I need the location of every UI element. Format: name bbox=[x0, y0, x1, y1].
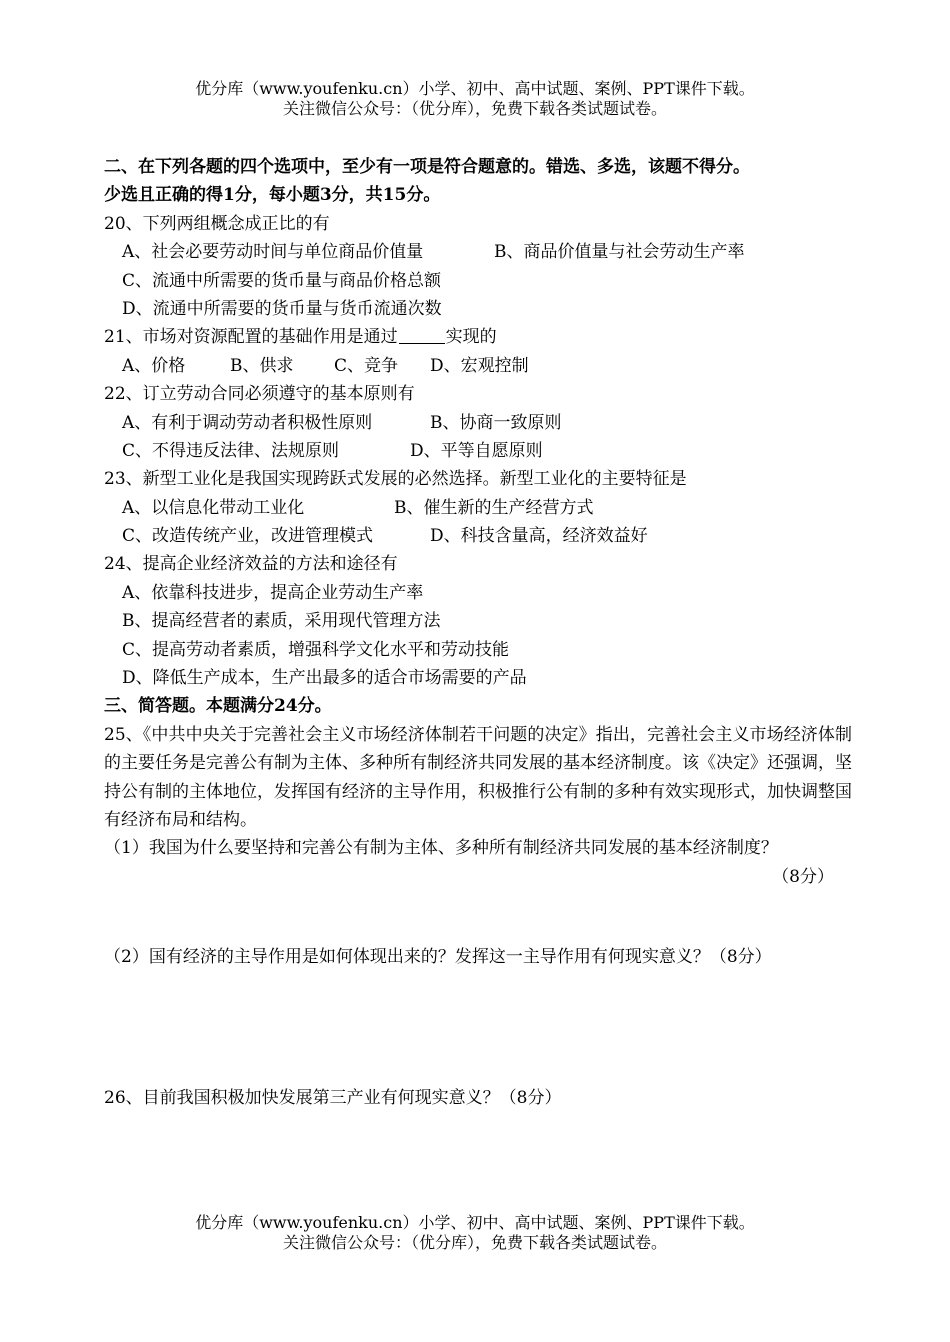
q22-option-c: C、不得违反法律、法规原则 bbox=[122, 440, 340, 461]
q22-option-b: B、协商一致原则 bbox=[430, 412, 562, 433]
q21-stem-before: 21、市场对资源配置的基础作用是通过 bbox=[104, 327, 398, 348]
q22-option-d: D、平等自愿原则 bbox=[410, 440, 543, 461]
exam-content bbox=[104, 153, 852, 1112]
q23-option-d: D、科技含量高，经济效益好 bbox=[430, 526, 648, 547]
q20-option-b: B、商品价值量与社会劳动生产率 bbox=[494, 242, 745, 263]
q22-stem: 22、订立劳动合同必须遵守的基本原则有 bbox=[104, 384, 415, 405]
page-header bbox=[0, 79, 950, 119]
answer-space-2 bbox=[104, 972, 852, 1084]
q21-stem-after: 实现的 bbox=[445, 327, 497, 348]
q25-sub2: （2）国有经济的主导作用是如何体现出来的？发挥这一主导作用有何现实意义？（8分） bbox=[104, 947, 772, 968]
section3-title: 三、简答题。本题满分24分。 bbox=[104, 696, 332, 717]
q22-option-a: A、有利于调动劳动者积极性原则 bbox=[122, 412, 373, 433]
q23-option-c: C、改造传统产业，改进管理模式 bbox=[122, 526, 374, 547]
q25-sub1-score: （8分） bbox=[772, 866, 834, 887]
q20-stem: 20、下列两组概念成正比的有 bbox=[104, 213, 330, 234]
q25-stem: 25、《中共中央关于完善社会主义市场经济体制若干问题的决定》指出，完善社会主义市场经济体制的主要任务是完善公有制为主体、多种所有制经济共同发展的基本经济制度。该《决定》还强调，坚持公有制的主体地位，发挥国有经济的主导作用，积极推行公有制的多种有效实现形式，加快调整国有经济布局和结构。 bbox=[104, 724, 852, 831]
q23-options-ab bbox=[104, 494, 852, 522]
footer-line-2: 关注微信公众号：（优分库），免费下载各类试题试卷。 bbox=[282, 1233, 667, 1252]
answer-space-1 bbox=[104, 891, 852, 943]
q24-option-d: D、降低生产成本，生产出最多的适合市场需要的产品 bbox=[122, 668, 527, 689]
header-line-1: 优分库（www.youfenku.cn）小学、初中、高中试题、案例、PPT课件下载。 bbox=[195, 79, 755, 98]
q24-option-c: C、提高劳动者素质，增强科学文化水平和劳动技能 bbox=[122, 639, 510, 660]
q24-option-a: A、依靠科技进步，提高企业劳动生产率 bbox=[122, 582, 424, 603]
q21-option-c: C、竞争 bbox=[334, 355, 399, 376]
footer-line-1: 优分库（www.youfenku.cn）小学、初中、高中试题、案例、PPT课件下载。 bbox=[195, 1213, 755, 1232]
page-footer bbox=[0, 1213, 950, 1253]
q20-option-c: C、流通中所需要的货币量与商品价格总额 bbox=[122, 270, 442, 291]
q20-options-ab bbox=[104, 238, 852, 266]
q21-stem bbox=[104, 323, 852, 351]
q22-options-ab bbox=[104, 409, 852, 437]
q23-options-cd bbox=[104, 522, 852, 550]
q20-option-a: A、社会必要劳动时间与单位商品价值量 bbox=[122, 242, 424, 263]
q21-option-d: D、宏观控制 bbox=[430, 355, 529, 376]
q24-stem: 24、提高企业经济效益的方法和途径有 bbox=[104, 554, 398, 575]
q21-answer-blank bbox=[399, 327, 445, 344]
q26-stem: 26、目前我国积极加快发展第三产业有何现实意义？（8分） bbox=[104, 1087, 562, 1108]
q23-option-a: A、以信息化带动工业化 bbox=[122, 497, 305, 518]
q23-option-b: B、催生新的生产经营方式 bbox=[394, 497, 594, 518]
q22-options-cd bbox=[104, 437, 852, 465]
section2-title-line2: 少选且正确的得1分，每小题3分，共15分。 bbox=[104, 185, 441, 206]
q20-option-d: D、流通中所需要的货币量与货币流通次数 bbox=[122, 298, 442, 319]
q23-stem: 23、新型工业化是我国实现跨跃式发展的必然选择。新型工业化的主要特征是 bbox=[104, 469, 687, 490]
q21-option-b: B、供求 bbox=[230, 355, 294, 376]
q21-option-a: A、价格 bbox=[122, 355, 186, 376]
q24-option-b: B、提高经营者的素质，采用现代管理方法 bbox=[122, 611, 441, 632]
section2-title-line1: 二、在下列各题的四个选项中，至少有一项是符合题意的。错选、多选，该题不得分。 bbox=[104, 157, 750, 177]
q25-sub1: （1）我国为什么要坚持和完善公有制为主体、多种所有制经济共同发展的基本经济制度？ bbox=[104, 838, 778, 859]
header-line-2: 关注微信公众号：（优分库），免费下载各类试题试卷。 bbox=[282, 99, 667, 118]
q21-options bbox=[104, 352, 852, 380]
